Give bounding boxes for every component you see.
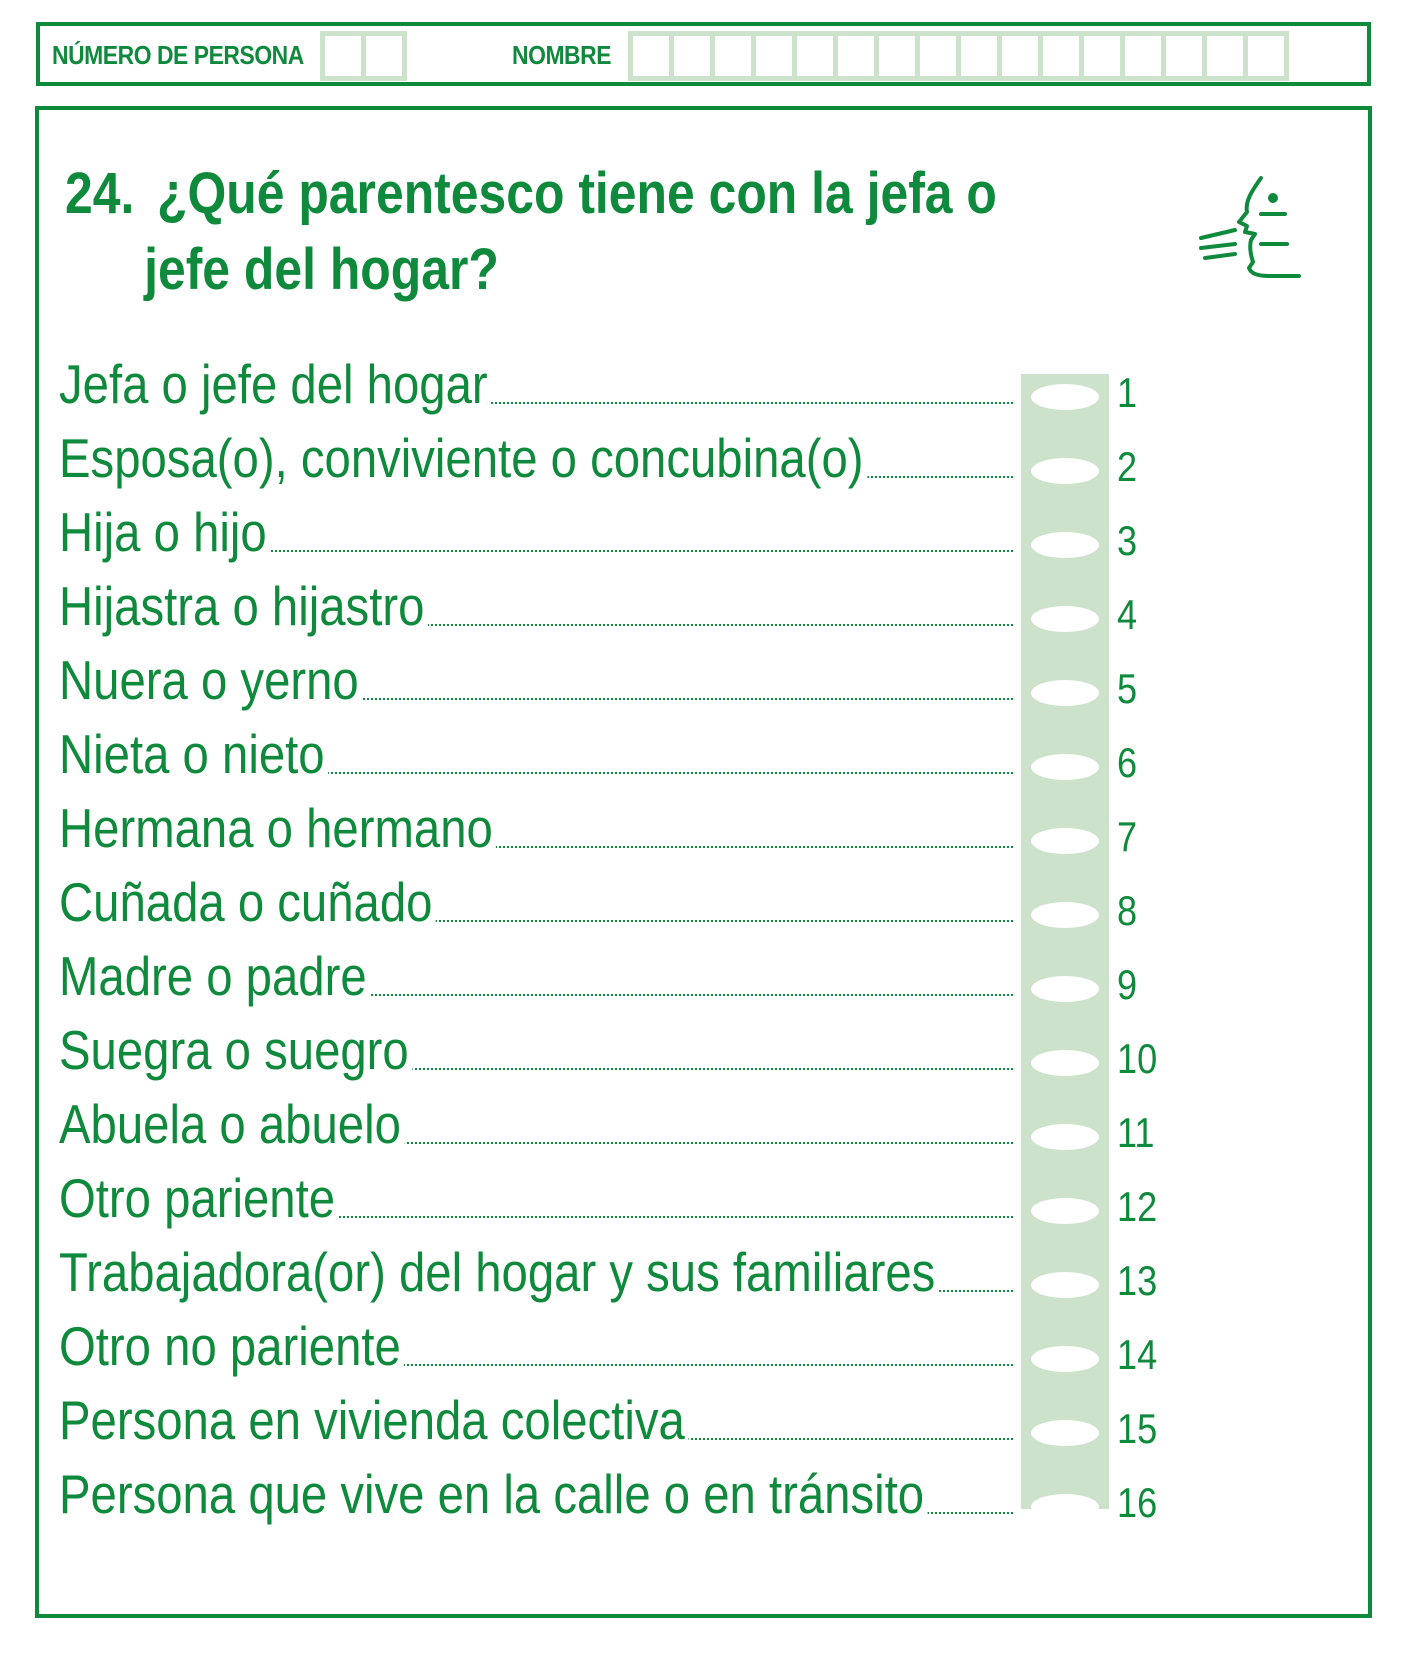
option-row[interactable]: [39, 1238, 1376, 1312]
option-row[interactable]: [39, 424, 1376, 498]
option-code: 3: [1117, 517, 1138, 564]
option-label: Otro pariente: [59, 1168, 339, 1228]
answer-bubble[interactable]: [1031, 1124, 1099, 1150]
name-char-box[interactable]: [674, 36, 710, 76]
option-row[interactable]: [39, 1312, 1376, 1386]
option-row[interactable]: [39, 646, 1376, 720]
name-label: NOMBRE: [512, 40, 612, 70]
answer-bubble[interactable]: [1031, 1346, 1099, 1372]
name-char-box[interactable]: [1166, 36, 1202, 76]
answer-bubble[interactable]: [1031, 458, 1099, 484]
option-code: 14: [1117, 1331, 1158, 1378]
name-char-box[interactable]: [1248, 36, 1284, 76]
option-code: 15: [1117, 1405, 1158, 1452]
name-char-box[interactable]: [633, 36, 669, 76]
answer-bubble[interactable]: [1031, 384, 1099, 410]
option-label: Esposa(o), conviviente o concubina(o): [59, 428, 867, 488]
option-label: Hijastra o hijastro: [59, 576, 428, 636]
question-text: [144, 156, 997, 308]
option-label: Nieta o nieto: [59, 724, 328, 784]
option-code: 11: [1117, 1109, 1155, 1156]
option-label: Otro no pariente: [59, 1316, 404, 1376]
name-char-box[interactable]: [920, 36, 956, 76]
option-label: Hermana o hermano: [59, 798, 496, 858]
option-code: 7: [1117, 813, 1138, 860]
name-char-box[interactable]: [756, 36, 792, 76]
option-label: Madre o padre: [59, 946, 370, 1006]
option-row[interactable]: [39, 720, 1376, 794]
answer-bubble[interactable]: [1031, 1494, 1099, 1520]
name-char-box[interactable]: [1002, 36, 1038, 76]
question-panel: [35, 106, 1372, 1618]
answer-bubble[interactable]: [1031, 1420, 1099, 1446]
option-code: 12: [1117, 1183, 1158, 1230]
option-code: 10: [1117, 1035, 1158, 1082]
option-row[interactable]: [39, 1016, 1376, 1090]
person-number-digit-box[interactable]: [325, 36, 361, 76]
option-code: 4: [1117, 591, 1138, 638]
person-number-label: NÚMERO DE PERSONA: [52, 40, 304, 70]
question-text-line2: jefe del hogar?: [144, 237, 499, 302]
option-label: Persona que vive en la calle o en tránsito: [59, 1464, 928, 1524]
option-row[interactable]: [39, 350, 1376, 424]
option-label: Hija o hijo: [59, 502, 270, 562]
answer-bubble[interactable]: [1031, 902, 1099, 928]
person-number-digit-box[interactable]: [366, 36, 402, 76]
option-code: 8: [1117, 887, 1138, 934]
name-char-box[interactable]: [879, 36, 915, 76]
option-code: 5: [1117, 665, 1138, 712]
option-row[interactable]: [39, 794, 1376, 868]
answer-bubble[interactable]: [1031, 1272, 1099, 1298]
answer-bubble[interactable]: [1031, 828, 1099, 854]
option-row[interactable]: [39, 868, 1376, 942]
option-label: Jefa o jefe del hogar: [59, 354, 491, 414]
option-row[interactable]: [39, 572, 1376, 646]
question-text-line1: ¿Qué parentesco tiene con la jefa o: [157, 161, 997, 226]
option-code: 16: [1117, 1479, 1158, 1526]
option-row[interactable]: [39, 1460, 1376, 1534]
name-char-box[interactable]: [961, 36, 997, 76]
option-label: Abuela o abuelo: [59, 1094, 404, 1154]
option-row[interactable]: [39, 942, 1376, 1016]
option-code: 1: [1117, 369, 1138, 416]
option-label: Persona en vivienda colectiva: [59, 1390, 688, 1450]
person-number-boxes[interactable]: [320, 31, 407, 81]
option-code: 2: [1117, 443, 1138, 490]
name-char-box[interactable]: [715, 36, 751, 76]
speaking-head-icon: [1199, 170, 1329, 290]
option-row[interactable]: [39, 1090, 1376, 1164]
option-row[interactable]: [39, 1164, 1376, 1238]
form-header: [36, 22, 1371, 86]
answer-bubble[interactable]: [1031, 1050, 1099, 1076]
option-code: 13: [1117, 1257, 1158, 1304]
name-char-box[interactable]: [1125, 36, 1161, 76]
name-char-box[interactable]: [1207, 36, 1243, 76]
answer-bubble[interactable]: [1031, 680, 1099, 706]
answer-bubble[interactable]: [1031, 1198, 1099, 1224]
name-char-box[interactable]: [838, 36, 874, 76]
option-row[interactable]: [39, 498, 1376, 572]
answer-bubble[interactable]: [1031, 532, 1099, 558]
answer-bubble[interactable]: [1031, 606, 1099, 632]
option-code: 6: [1117, 739, 1138, 786]
option-label: Trabajadora(or) del hogar y sus familiares: [59, 1242, 939, 1302]
option-label: Suegra o suegro: [59, 1020, 412, 1080]
name-boxes[interactable]: [628, 31, 1289, 81]
question-number: 24.: [65, 161, 135, 226]
answer-bubble[interactable]: [1031, 754, 1099, 780]
answer-bubble[interactable]: [1031, 976, 1099, 1002]
option-code: 9: [1117, 961, 1138, 1008]
name-char-box[interactable]: [1084, 36, 1120, 76]
option-label: Nuera o yerno: [59, 650, 362, 710]
name-char-box[interactable]: [1043, 36, 1079, 76]
option-row[interactable]: [39, 1386, 1376, 1460]
option-label: Cuñada o cuñado: [59, 872, 436, 932]
name-char-box[interactable]: [797, 36, 833, 76]
